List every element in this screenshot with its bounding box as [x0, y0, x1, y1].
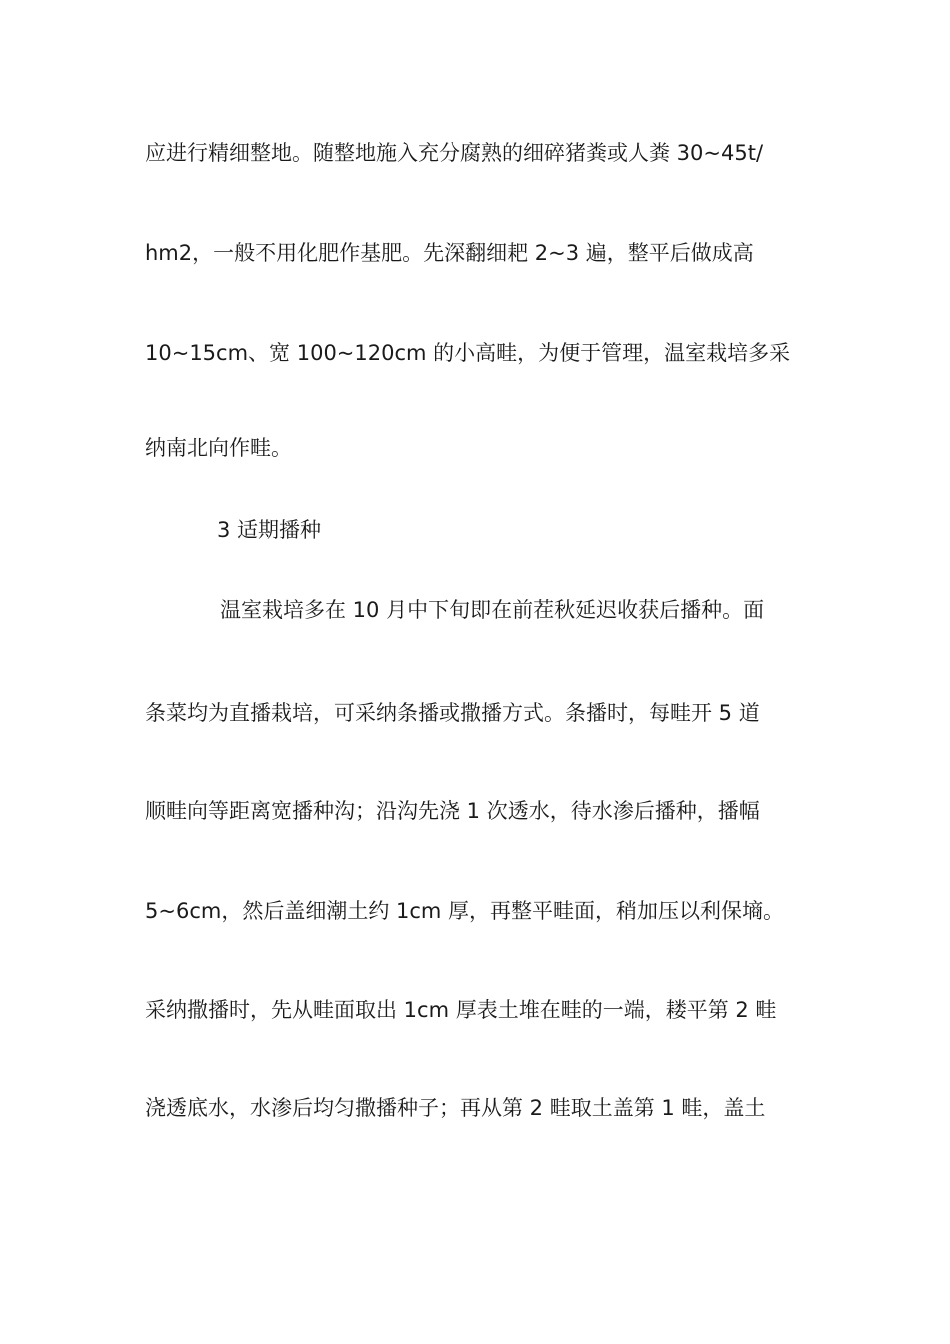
section-heading: 3 适期播种 — [217, 518, 322, 542]
paragraph-line: 应进行精细整地。随整地施入充分腐熟的细碎猪粪或人粪 30~45t/ — [145, 141, 764, 165]
paragraph-line: 条菜均为直播栽培，可采纳条播或撒播方式。条播时，每畦开 5 道 — [145, 701, 760, 725]
paragraph-line: 10~15cm、宽 100~120cm 的小高畦，为便于管理，温室栽培多采 — [145, 341, 791, 365]
paragraph-line: 温室栽培多在 10 月中下旬即在前茬秋延迟收获后播种。面 — [220, 598, 765, 622]
paragraph-line: 顺畦向等距离宽播种沟；沿沟先浇 1 次透水，待水渗后播种，播幅 — [145, 799, 760, 823]
paragraph-line: 采纳撒播时，先从畦面取出 1cm 厚表土堆在畦的一端，耧平第 2 畦 — [145, 998, 777, 1022]
paragraph-line: 纳南北向作畦。 — [145, 436, 292, 460]
paragraph-line: 5~6cm，然后盖细潮土约 1cm 厚，再整平畦面，稍加压以利保墒。 — [145, 899, 785, 923]
paragraph-line: 浇透底水，水渗后均匀撒播种子；再从第 2 畦取土盖第 1 畦，盖土 — [145, 1096, 766, 1120]
paragraph-line: hm2，一般不用化肥作基肥。先深翻细耙 2~3 遍，整平后做成高 — [145, 241, 754, 265]
